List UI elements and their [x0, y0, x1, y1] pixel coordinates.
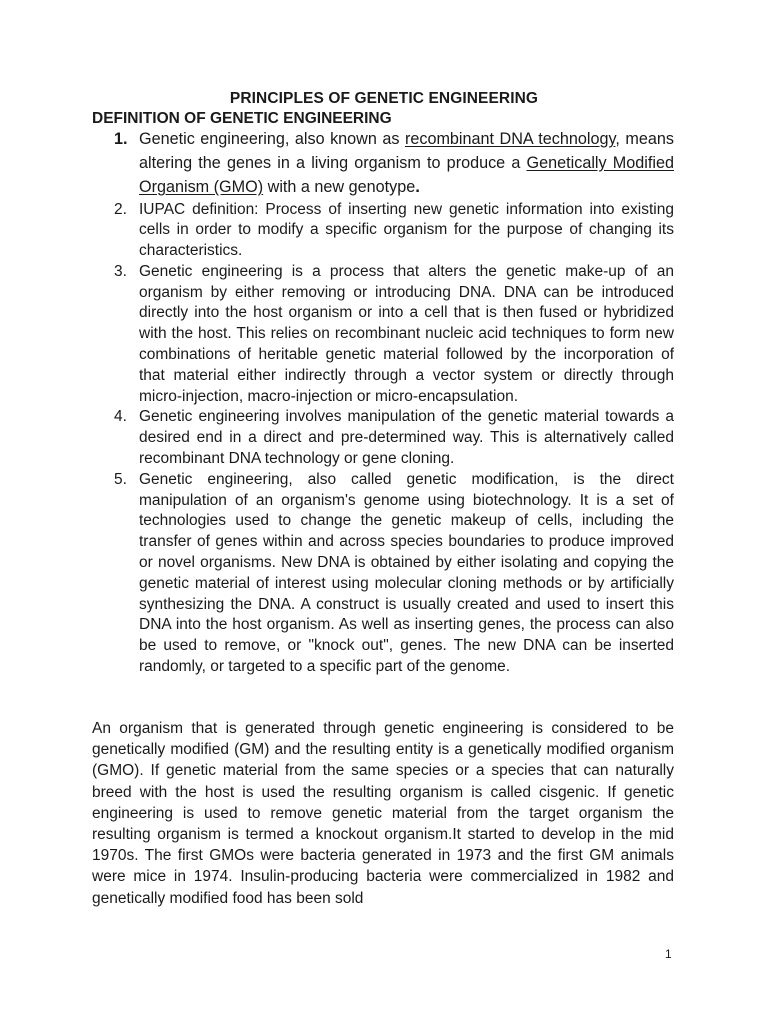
list-item [92, 262, 674, 408]
list-item-text: Genetic engineering, also called genetic modification, is the direct manipulation of an organism's genome using biotechnology. It is a set of technologies used to change the genetic makeup of cells, including the transfer of genes within and across species boundaries to produce improved or novel organisms. New DNA is obtained by either isolating and copying the genetic material of interest using molecular cloning methods or by artificially synthesizing the DNA. A construct is usually created and used to insert this DNA into the host organism. As well as inserting genes, the process can also be used to remove, or "knock out", genes. The new DNA can be inserted randomly, or targeted to a specific part of the genome. [139, 470, 674, 676]
list-item-end: . [415, 177, 420, 196]
section-heading: DEFINITION OF GENETIC ENGINEERING [92, 110, 392, 127]
list-item [92, 470, 674, 678]
list-item-text: Genetic engineering is a process that alters the genetic make-up of an organism by either removing or introducing DNA. DNA can be introduced directly into the host organism or into a cell that is then fused or hybridized with the host. This relies on recombinant nucleic acid techniques to form new combinations of heritable genetic material followed by the incorporation of that material either indirectly through a vector system or directly through micro-injection, macro-injection or micro-encapsulation. [139, 262, 674, 405]
list-item [92, 407, 674, 469]
gmo-link[interactable]: Genetically Modified Organism (GMO) [139, 153, 674, 196]
list-item-number: 2. [114, 200, 127, 218]
list-item-text: , means altering the genes in a living organism to produce a [139, 130, 674, 172]
page-number: 1 [665, 947, 672, 961]
list-item-text: Genetic engineering, also known as [139, 130, 405, 148]
list-item-text: with a new genotype [263, 178, 416, 196]
recombinant-dna-link[interactable]: recombinant DNA technology [404, 130, 616, 148]
list-item-text: Genetic engineering involves manipulation of the genetic material towards a desired end in a direct and pre-determined way. This is alternatively called recombinant DNA technology or gene cloning. [139, 408, 674, 468]
list-item-number: 3. [114, 262, 127, 280]
body-paragraph: An organism that is generated through genetic engineering is considered to be genetically modified (GM) and the resulting entity is a genetically modified organism (GMO). If genetic material from the same species or a species that can naturally breed with the host is used the resulting organism is called cisgenic. If genetic engineering is used to remove genetic material from the target organism the resulting organism is termed a knockout organism.It started to develop in the mid 1970s. The first GMOs were bacteria generated in 1973 and the first GM animals were mice in 1974. Insulin-producing bacteria were commercialized in 1982 and genetically modified food has been sold [92, 720, 674, 907]
list-item [92, 200, 674, 262]
list-item [92, 128, 674, 200]
list-item-number: 1. [114, 130, 128, 148]
list-item-number: 4. [114, 408, 127, 426]
page-title: PRINCIPLES OF GENETIC ENGINEERING [229, 90, 539, 107]
definition-list [92, 128, 674, 678]
list-item-text: IUPAC definition: Process of inserting new genetic information into existing cells in order to modify a specific organism for the purpose of changing its characteristics. [139, 200, 674, 260]
list-item-number: 5. [114, 470, 127, 488]
